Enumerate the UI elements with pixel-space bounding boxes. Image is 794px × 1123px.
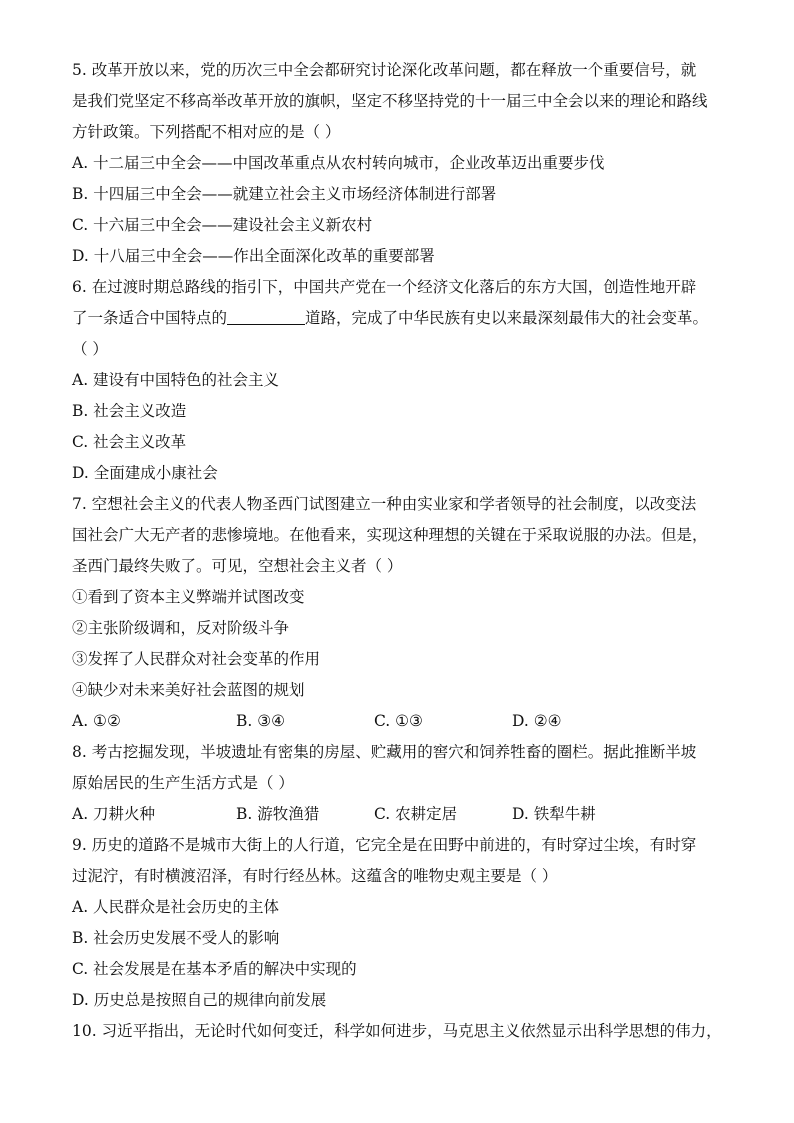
question-8-options	[72, 804, 732, 824]
question-5	[72, 60, 732, 266]
question-9-option-d: D. 历史总是按照自己的规律向前发展	[72, 991, 327, 1009]
answer-blank	[227, 308, 305, 325]
question-7-option-a: A. ①②	[72, 712, 121, 730]
question-9-option-a: A. 人民群众是社会历史的主体	[72, 898, 280, 916]
question-9-stem-line-1: 9. 历史的道路不是城市大街上的人行道，它完全是在田野中前进的，有时穿过尘埃，有时穿	[72, 836, 697, 854]
question-7-stem-line-3: 圣西门最终失败了。可见，空想社会主义者（ ）	[72, 557, 403, 575]
question-7-stem-line-1: 7. 空想社会主义的代表人物圣西门试图建立一种由实业家和学者领导的社会制度，以改变法	[72, 495, 697, 513]
question-7-item-4: ④缺少对未来美好社会蓝图的规划	[72, 681, 305, 699]
question-7-options	[72, 711, 732, 731]
question-6	[72, 277, 732, 483]
question-5-option-a: A. 十二届三中全会——中国改革重点从农村转向城市，企业改革迈出重要步伐	[72, 154, 605, 172]
question-7	[72, 494, 732, 731]
question-7-item-1: ①看到了资本主义弊端并试图改变	[72, 588, 305, 606]
question-8-option-a: A. 刀耕火种	[72, 805, 156, 823]
question-6-option-c: C. 社会主义改革	[72, 433, 187, 451]
question-9-option-c: C. 社会发展是在基本矛盾的解决中实现的	[72, 960, 357, 978]
question-7-item-2: ②主张阶级调和，反对阶级斗争	[72, 619, 290, 637]
question-7-option-b: B. ③④	[236, 712, 286, 730]
question-6-option-b: B. 社会主义改造	[72, 402, 187, 420]
question-7-option-d: D. ②④	[512, 712, 562, 730]
question-6-stem-post: 道路，完成了中华民族有史以来最深刻最伟大的社会变革。	[305, 309, 709, 327]
question-5-option-b: B. 十四届三中全会——就建立社会主义市场经济体制进行部署	[72, 185, 497, 203]
question-9-option-b: B. 社会历史发展不受人的影响	[72, 929, 280, 947]
question-7-option-c: C. ①③	[374, 712, 423, 730]
question-5-stem-line-2: 是我们党坚定不移高举改革开放的旗帜，坚定不移坚持党的十一届三中全会以来的理论和路线	[72, 92, 708, 110]
question-6-stem-line-1: 6. 在过渡时期总路线的指引下，中国共产党在一个经济文化落后的东方大国，创造性地开辟	[72, 278, 697, 296]
question-10-stem-line-1: 10. 习近平指出，无论时代如何变迁，科学如何进步，马克思主义依然显示出科学思想的伟力，	[72, 1022, 722, 1040]
question-9-stem-line-2: 过泥泞，有时横渡沼泽，有时行经丛林。这蕴含的唯物史观主要是（ ）	[72, 867, 558, 885]
question-5-stem-line-3: 方针政策。下列搭配不相对应的是（ ）	[72, 123, 341, 141]
question-7-item-3: ③发挥了人民群众对社会变革的作用	[72, 650, 321, 668]
question-6-stem-line-2	[72, 308, 732, 328]
question-page	[72, 60, 732, 1041]
question-9	[72, 835, 732, 1010]
question-8-stem-line-2: 原始居民的生产生活方式是（ ）	[72, 774, 294, 792]
question-8-option-b: B. 游牧渔猎	[236, 805, 320, 823]
question-5-option-c: C. 十六届三中全会——建设社会主义新农村	[72, 216, 373, 234]
question-6-option-d: D. 全面建成小康社会	[72, 464, 218, 482]
question-10	[72, 1021, 732, 1041]
question-7-stem-line-2: 国社会广大无产者的悲惨境地。在他看来，实现这种理想的关键在于采取说服的办法。但是，	[72, 526, 708, 544]
question-8	[72, 742, 732, 824]
question-6-answer-bracket: （ ）	[72, 340, 108, 358]
question-6-stem-pre: 了一条适合中国特点的	[72, 309, 228, 327]
question-8-stem-line-1: 8. 考古挖掘发现，半坡遗址有密集的房屋、贮藏用的窖穴和饲养牲畜的圈栏。据此推断半坡	[72, 743, 697, 761]
question-6-option-a: A. 建设有中国特色的社会主义	[72, 371, 280, 389]
question-5-stem-line-1: 5. 改革开放以来，党的历次三中全会都研究讨论深化改革问题，都在释放一个重要信号，就	[72, 61, 697, 79]
question-8-option-d: D. 铁犁牛耕	[512, 805, 596, 823]
question-8-option-c: C. 农耕定居	[374, 805, 458, 823]
question-5-option-d: D. 十八届三中全会——作出全面深化改革的重要部署	[72, 247, 435, 265]
